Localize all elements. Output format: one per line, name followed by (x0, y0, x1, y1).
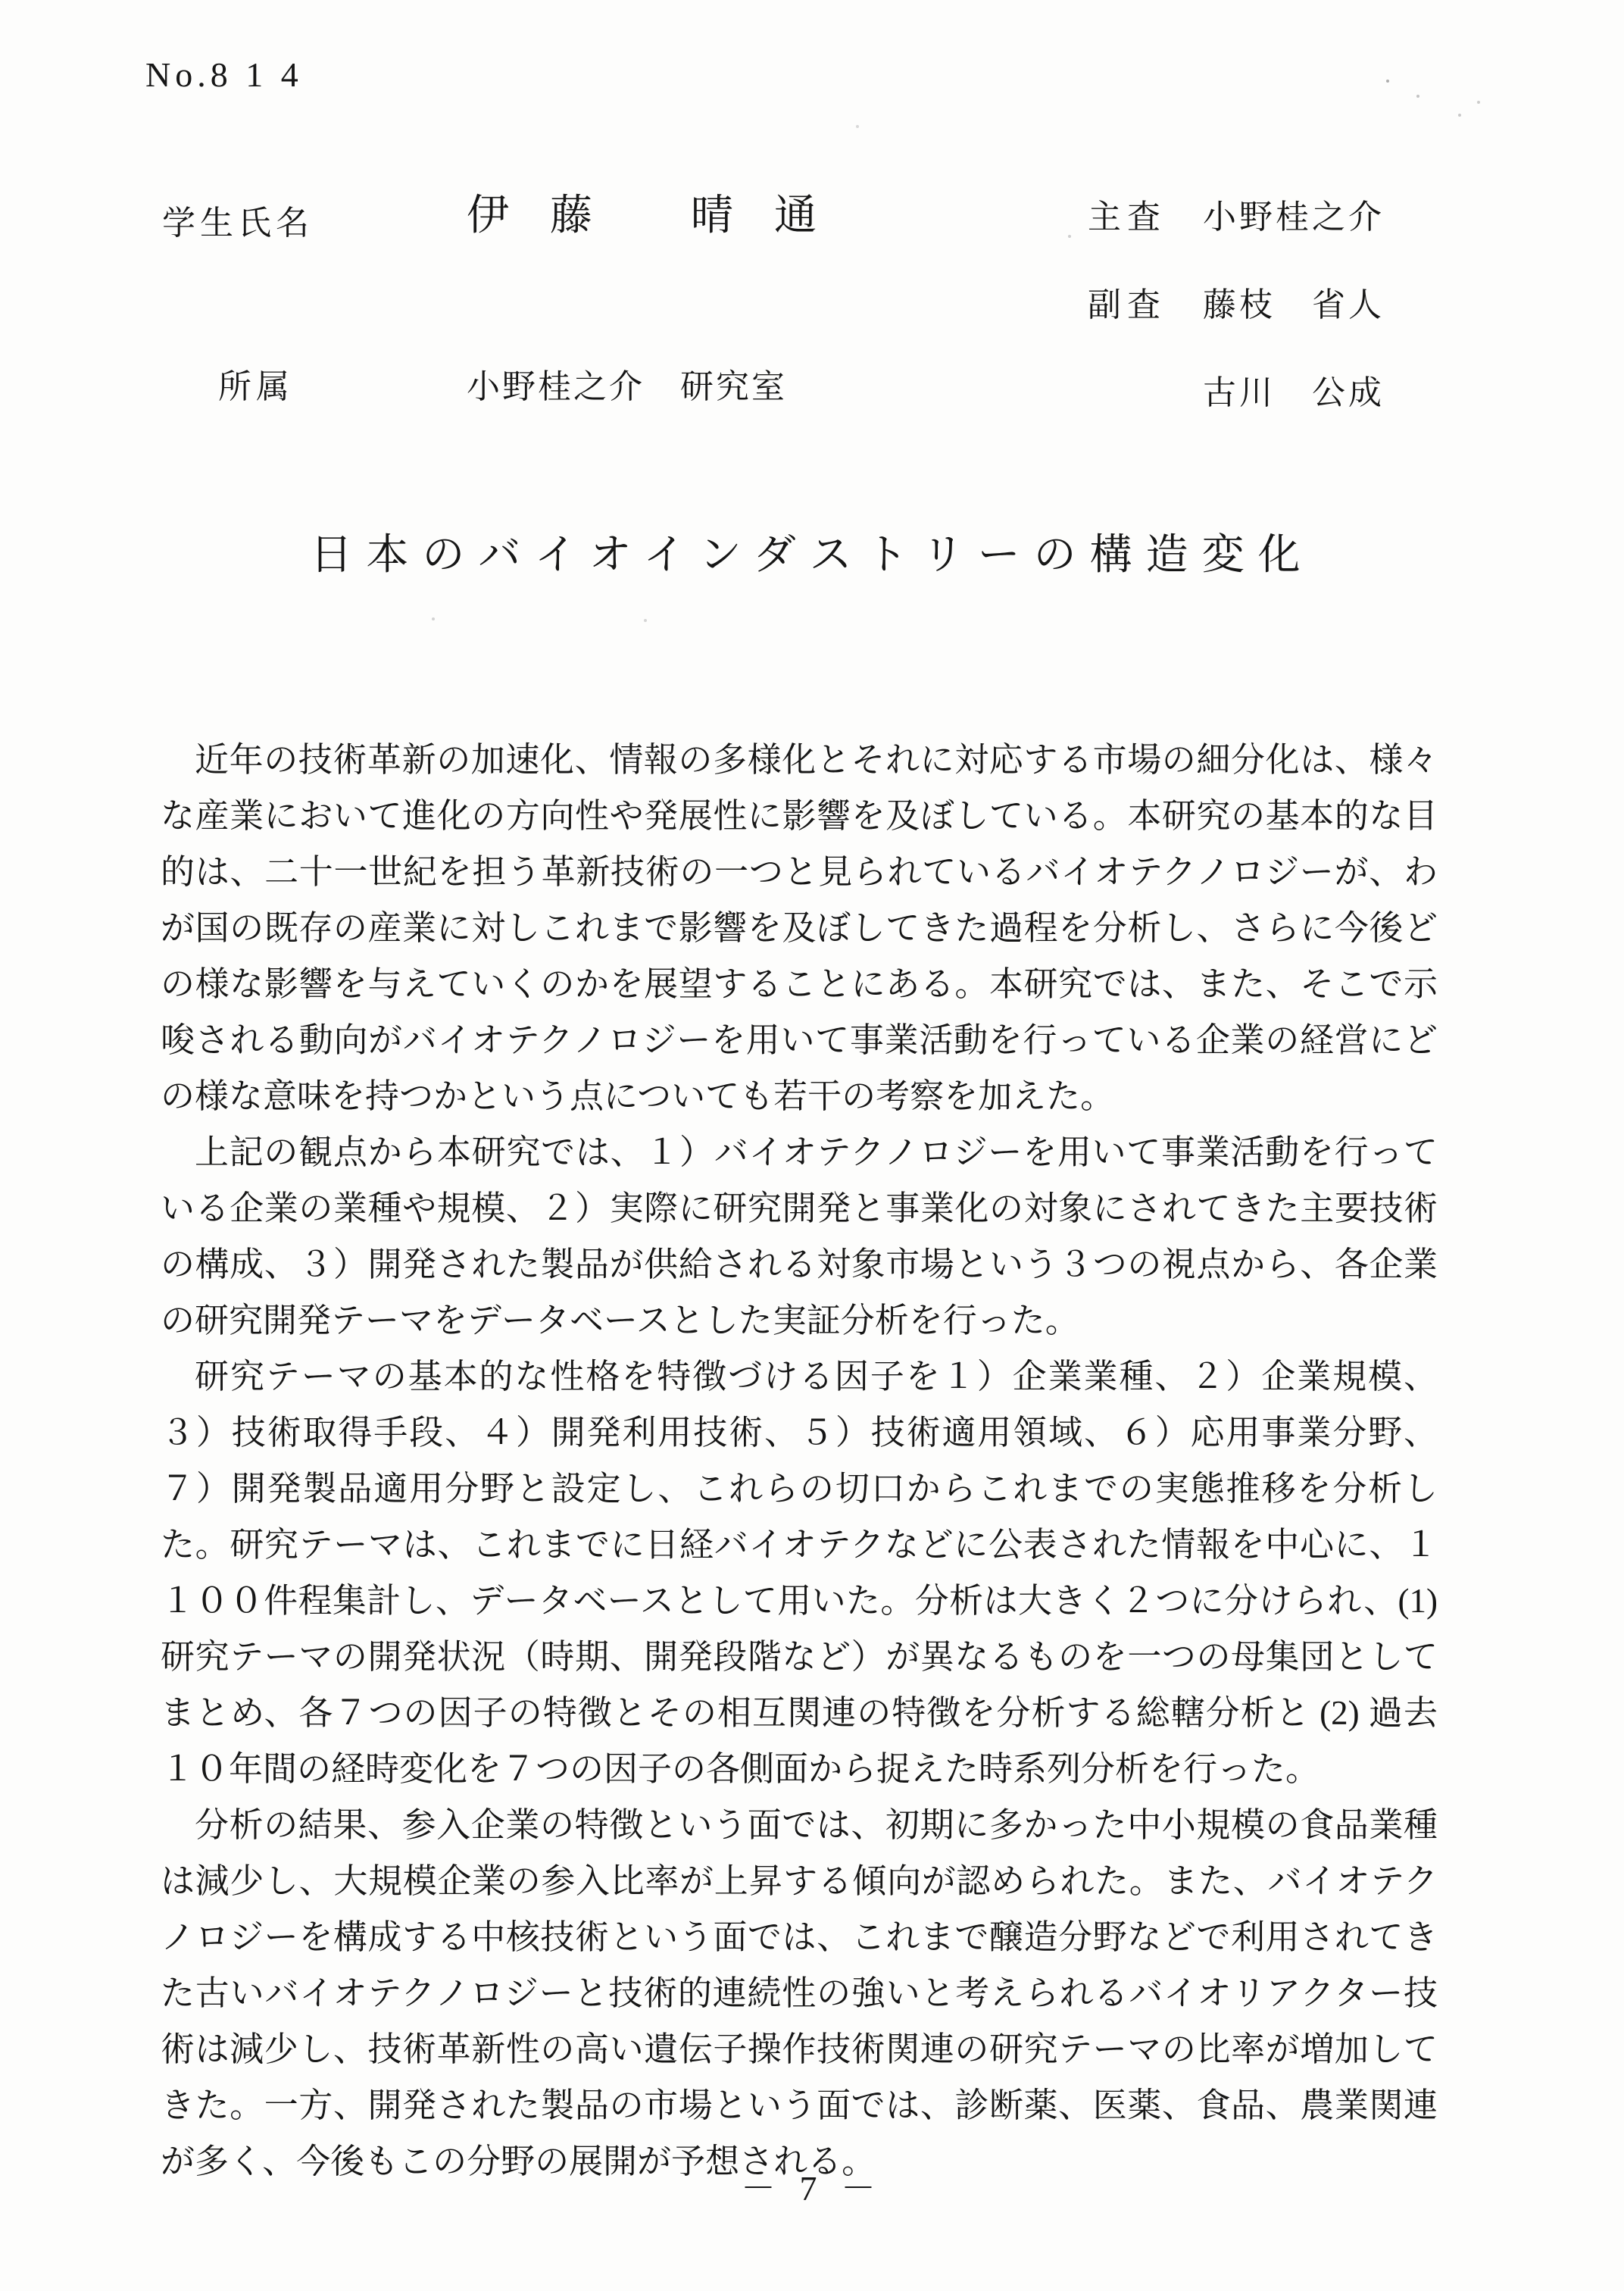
examiner-name-chief: 小野桂之介 (1203, 198, 1385, 236)
examiner-role-deputy-1: 副査 (1088, 286, 1166, 323)
examiner-row-deputy-1 (1088, 277, 1385, 365)
examiner-name-deputy-1: 藤枝 省人 (1203, 286, 1385, 323)
examiner-list (1088, 189, 1385, 453)
abstract-paragraph-1: 近年の技術革新の加速化、情報の多様化とそれに対応する市場の細分化は、様々な産業において進化の方向性や発展性に影響を及ぼしている。本研究の基本的な目的は、二十一世紀を担う革新技術の一つと見られているバイオテクノロジーが、わが国の既存の産業に対しこれまで影響を及ぼしてきた過程を分析し、さらに今後どの様な影響を与えていくのかを展望することにある。本研究では、また、そこで示唆される動向がバイオテクノロジーを用いて事業活動を行っている企業の経営にどの様な意味を持つかという点についても若干の考察を加えた。 (161, 741, 1438, 1115)
abstract-paragraph-4: 分析の結果、参入企業の特徴という面では、初期に多かった中小規模の食品業種は減少し、大規模企業の参入比率が上昇する傾向が認められた。また、バイオテクノロジーを構成する中核技術という面では、これまで醸造分野などで利用されてきた古いバイオテクノロジーと技術的連続性の強いと考えられるバイオリアクター技術は減少し、技術革新性の高い遺伝子操作技術関連の研究テーマの比率が増加してきた。一方、開発された製品の市場という面では、診断薬、医薬、食品、農業関連が多く、今後もこの分野の展開が予想される。 (161, 1806, 1438, 2180)
student-name-value: 伊 藤 晴 通 (467, 192, 832, 239)
affiliation-label: 所属 (218, 368, 294, 405)
scan-noise-speckles (1386, 80, 1389, 83)
thesis-title: 日本のバイオインダストリーの構造変化 (310, 532, 1314, 579)
student-name-label: 学生氏名 (162, 205, 314, 242)
abstract-body (161, 732, 1438, 2189)
abstract-paragraph-2: 上記の観点から本研究では、１）バイオテクノロジーを用いて事業活動を行っている企業の業種や規模、２）実際に研究開発と事業化の対象にされてきた主要技術の構成、３）開発された製品が供給される対象市場という３つの視点から、各企業の研究開発テーマをデータベースとした実証分析を行った。 (161, 1133, 1438, 1339)
abstract-paragraph-3: 研究テーマの基本的な性格を特徴づける因子を１）企業業種、２）企業規模、３）技術取得手段、４）開発利用技術、５）技術適用領域、６）応用事業分野、７）開発製品適用分野と設定し、これらの切口からこれまでの実態推移を分析した。研究テーマは、これまでに日経バイオテクなどに公表された情報を中心に、１１００件程集計し、データベースとして用いた。分析は大きく２つに分けられ、(1) 研究テーマの開発状況（時期、開発段階など）が異なるものを一つの母集団としてまとめ、各７つの因子の特徴とその相互関連の特徴を分析する総轄分析と (2) 過去１０年間の経時変化を７つの因子の各側面から捉えた時系列分析を行った。 (161, 1358, 1438, 1788)
examiner-role-chief: 主査 (1088, 198, 1166, 236)
page-number: － 7 － (741, 2169, 883, 2208)
examiner-name-deputy-2: 古川 公成 (1203, 374, 1385, 411)
examiner-row-chief (1088, 189, 1385, 277)
document-number: No.8 1 4 (145, 55, 303, 94)
affiliation-value: 小野桂之介 研究室 (467, 368, 787, 405)
examiner-row-deputy-2 (1088, 365, 1385, 453)
